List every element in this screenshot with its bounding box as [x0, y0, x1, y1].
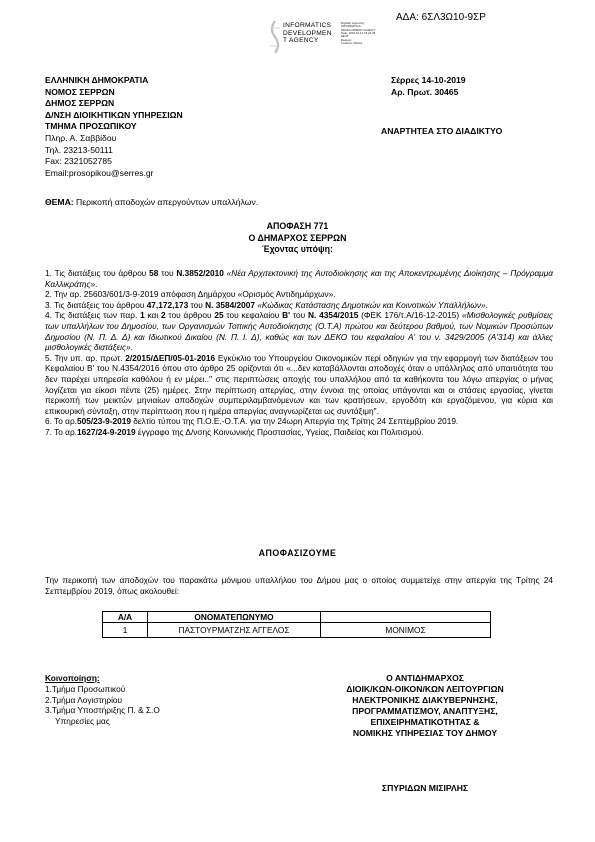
text: του κεφαλαίου [223, 310, 283, 321]
agency-line: INFORMATICS [283, 22, 332, 29]
signature-line: ΗΛΕΚΤΡΟΝΙΚΗΣ ΔΙΑΚΥΒΕΡΝΗΣΗΣ, [352, 694, 498, 705]
consideration-item [45, 268, 553, 289]
header-line: ΝΟΜΟΣ ΣΕΡΡΩΝ [45, 86, 115, 97]
header-line: Fax: 2321052785 [45, 156, 112, 167]
decision-having: Έχοντας υπόψη: [262, 244, 333, 254]
sig-detail-line: Date: 2019.10.14 15:22:38 [341, 31, 376, 36]
sig-detail-line: Reason: [341, 37, 352, 42]
text: 7. Το αρ. [45, 426, 77, 437]
text: (ΦΕΚ 176/τ.Α/16-12-2015) [358, 310, 462, 321]
signature-line: ΕΠΙΧΕΙΡΗΜΑΤΙΚΟΤΗΤΑΣ & [370, 716, 480, 727]
header-line: ΤΜΗΜΑ ΠΡΟΣΩΠΙΚΟΥ [45, 121, 137, 132]
text: του [188, 299, 206, 310]
text: 4. Τις διατάξεις των παρ. [45, 310, 141, 321]
text: και [144, 310, 161, 321]
text: 2 [160, 310, 166, 321]
digital-signature-details [341, 22, 376, 45]
text: Ν.3852/2010 [176, 268, 224, 278]
text: του [158, 268, 177, 278]
text: «Νέα Αρχιτεκτονική της Αυτοδιοίκησης και της Αποκεντρωμένης Διοίκησης – Πρόγραμμα Καλλικράτης» [45, 268, 554, 289]
agency-line: DEVELOPMEN [283, 29, 332, 37]
text: «Μισθολογικές ρυθμίσεις των υπαλλήλων του Δημοσίου, των Οργανισμών Τοπικής Αυτοδιοίκησης (Ο.Τ.Α) πρώτου και δεύτερου βαθμού, των Νομικών Προσώπων Δημοσίου (Ν. Π. Δ. Δ) και Ιδιωτικού Δικαίου (Ν. Π. Ι. Δ), καθώς και των ΔΕΚΟ του κεφαλαίου Α' του ν. 3429/2005 (Α'314) και άλλες μισθολογικές διατάξεις» [45, 310, 553, 353]
text: 1627/24-9-2019 [76, 426, 136, 437]
signature-line: ΝΟΜΙΚΗΣ ΥΠΗΡΕΣΙΑΣ ΤΟΥ ΔΗΜΟΥ [352, 727, 498, 738]
text: 47,172,173 [146, 299, 189, 310]
sender-header [45, 75, 183, 179]
signature-line: Ο ΑΝΤΙΔΗΜΑΡΧΟΣ [386, 673, 464, 683]
date-protocol [391, 75, 466, 98]
header-line: Τηλ. 23213-50111 [45, 144, 113, 155]
text: δελτίο τύπου της Π.Ο.Ε.-Ο.Τ.Α. για την 24ωρη Απεργία της Τρίτης 24 Σεπτεμβρίου 2019. [130, 416, 459, 427]
consideration-item [45, 300, 553, 311]
text: Ν. 4354/2015 [308, 310, 359, 321]
sig-detail-line: EEST [341, 34, 349, 39]
text: έγγραφο της Δ/νσης Κοινωνικής Προστασίας, Υγείας, Παιδείας και Πολιτισμού. [135, 426, 424, 437]
consideration-item [45, 427, 553, 438]
notification-item: Υπηρεσίες μας [55, 716, 110, 727]
text: 1 [140, 310, 145, 321]
consideration-item: 2. Την αρ. 25603/601/3-9-2019 απόφαση Δημάρχου «Ορισμός Αντιδημάρχων». [45, 289, 336, 300]
notification-title: Κοινοποίηση: [45, 673, 100, 683]
decision-authority: Ο ΔΗΜΑΡΧΟΣ ΣΕΡΡΩΝ [248, 232, 347, 243]
text: 2/2015/ΔΕΠ/05-01-2016 [125, 352, 216, 363]
decision-intro: Την περικοπή των αποδοχών του παρακάτω μόνιμου υπαλλήλου του Δήμου μας ο οποίος συμμετείχε στην απεργία της Τρίτης 24 Σεπτεμβρίου 2019, όπως ακολουθεί: [45, 575, 553, 596]
subject-label: ΘΕΜΑ: [45, 197, 74, 207]
text: Εγκύκλιο του Υπουργείου Οικονομικών περί οδηγιών για την εφαρμογή των διατάξεων του Κεφαλαίου Β' του Ν.4354/2016 όπου στο άρθρο 25 ορίζονται ότι «...δεν καταβάλλονται αποδοχές όταν ο υπάλληλος από υπαιτιότητα του δεν παρέχει υπηρεσία καθόλου ή εν μέρει.." στις περιπτώσεις αποχής του υπαλλήλου από τα καθήκοντα του λόγω απεργίας ο μήνας λογίζεται για είκοσι πέντε (25) ημέρες. Στην περίπτωση απεργίας, στην έννοια της οποίας υπάγονται και οι στάσεις εργασίας, γίνεται περικοπή των μεικτών μηνιαίων αποδοχών συμπεριλαμβανόμενων και των κρατήσεων, εργοδότη και εργαζόμενου, για κύρια και επικουρική σύνταξη, στην περίπτωση που η ημέρα απεργίας αναγνωρίζεται ως συντάξιμη". [45, 352, 553, 416]
signature-block [280, 673, 570, 738]
ada-code: ΑΔΑ: 6ΣΛ3Ω10-9ΣΡ [396, 12, 486, 23]
header-line: Πληρ. Α. Σαββίδου [45, 132, 117, 143]
signature-logo-icon [268, 18, 282, 56]
text: του [290, 310, 308, 321]
header-line: ΕΛΛΗΝΙΚΗ ΔΗΜΟΚΡΑΤΙΑ [45, 75, 149, 85]
consideration-item [45, 310, 553, 352]
table-row [103, 623, 491, 638]
header-name: ΟΝΟΜΑΤΕΠΩΝΥΜΟ [148, 612, 321, 623]
header-email: Email:prosopikou@serres.gr [45, 167, 154, 178]
consideration-item [45, 353, 553, 417]
agency-signature-label [283, 22, 332, 45]
cell-name: ΠΑΣΤΟΥΡΜΑΤΖΗΣ ΑΓΓΕΛΟΣ [148, 623, 321, 638]
text: 58 [149, 268, 159, 278]
text: 3. Τις διατάξεις του άρθρου [45, 299, 147, 310]
text: . [130, 342, 133, 353]
text: . [95, 278, 98, 289]
text: Β' [282, 310, 291, 321]
sig-detail-line: Location: Athens [341, 41, 363, 46]
agency-line: T AGENCY [283, 37, 319, 45]
sig-detail-line: Digitally signed by [341, 21, 365, 25]
cell-aa: 1 [103, 623, 148, 638]
notification-item: 2.Τμήμα Λογιστηρίου [45, 694, 123, 705]
considerations-list [45, 268, 553, 438]
signatory-name: ΣΠΥΡΙΔΩΝ ΜΙΣΙΡΛΗΣ [381, 783, 469, 793]
signature-line: ΔΙΟΙΚ/ΚΩΝ-ΟΙΚΟΝ/ΚΩΝ ΛΕΙΤΟΥΡΓΙΩΝ [346, 683, 504, 694]
employee-table [102, 611, 491, 638]
header-line: Δ/ΝΣΗ ΔΙΟΙΚΗΤΙΚΩΝ ΥΠΗΡΕΣΙΩΝ [45, 109, 183, 120]
text: 1. Τις διατάξεις του άρθρου [45, 268, 150, 278]
text: 505/23-9-2019 [76, 416, 131, 427]
subject-line [45, 197, 258, 207]
signature-line: ΠΡΟΓΡΑΜΜΑΤΙΣΜΟΥ, ΑΝΑΠΤΥΞΗΣ, [352, 705, 498, 716]
decision-title [0, 221, 595, 256]
header-line: ΔΗΜΟΣ ΣΕΡΡΩΝ [45, 98, 115, 109]
text: 6. Το αρ. [45, 416, 77, 427]
text: του άρθρου [165, 310, 215, 321]
notification-list [45, 673, 160, 727]
document-date: Σέρρες 14-10-2019 [391, 75, 466, 85]
text: 5. Την υπ. αρ. πρωτ. [45, 352, 126, 363]
notification-item: 1.Τμήμα Προσωπικού [45, 683, 126, 694]
protocol-number: Αρ. Πρωτ. 30465 [391, 86, 459, 97]
table-header-row [103, 612, 491, 623]
subject-text: Περικοπή αποδοχών απεργούντων υπαλλήλων. [73, 197, 259, 207]
consideration-item [45, 416, 553, 427]
header-status [321, 612, 491, 623]
cell-status: ΜΟΝΙΜΟΣ [321, 623, 491, 638]
header-aa: Α/Α [103, 612, 148, 623]
sig-detail-line: DEVELOPMENT AGENCY [341, 27, 376, 32]
text: 25 [214, 310, 224, 321]
sig-detail-line: INFORMATICS [341, 24, 361, 29]
decision-heading: ΑΠΟΦΑΣΙΖΟΥΜΕ [258, 548, 337, 558]
publish-notice: ΑΝΑΡΤΗΤΕΑ ΣΤΟ ΔΙΑΔΙΚΤΥΟ [381, 126, 503, 136]
decision-number: ΑΠΟΦΑΣΗ 771 [266, 221, 329, 231]
text: . [485, 299, 488, 310]
text: «Κώδικας Κατάστασης Δημοτικών και Κοινοτικών Υπαλλήλων» [257, 299, 486, 310]
text: Ν. 3584/2007 [205, 299, 255, 310]
notification-item: 3.Τμήμα Υποστήριξης Π. & Σ.Ο [45, 705, 160, 716]
